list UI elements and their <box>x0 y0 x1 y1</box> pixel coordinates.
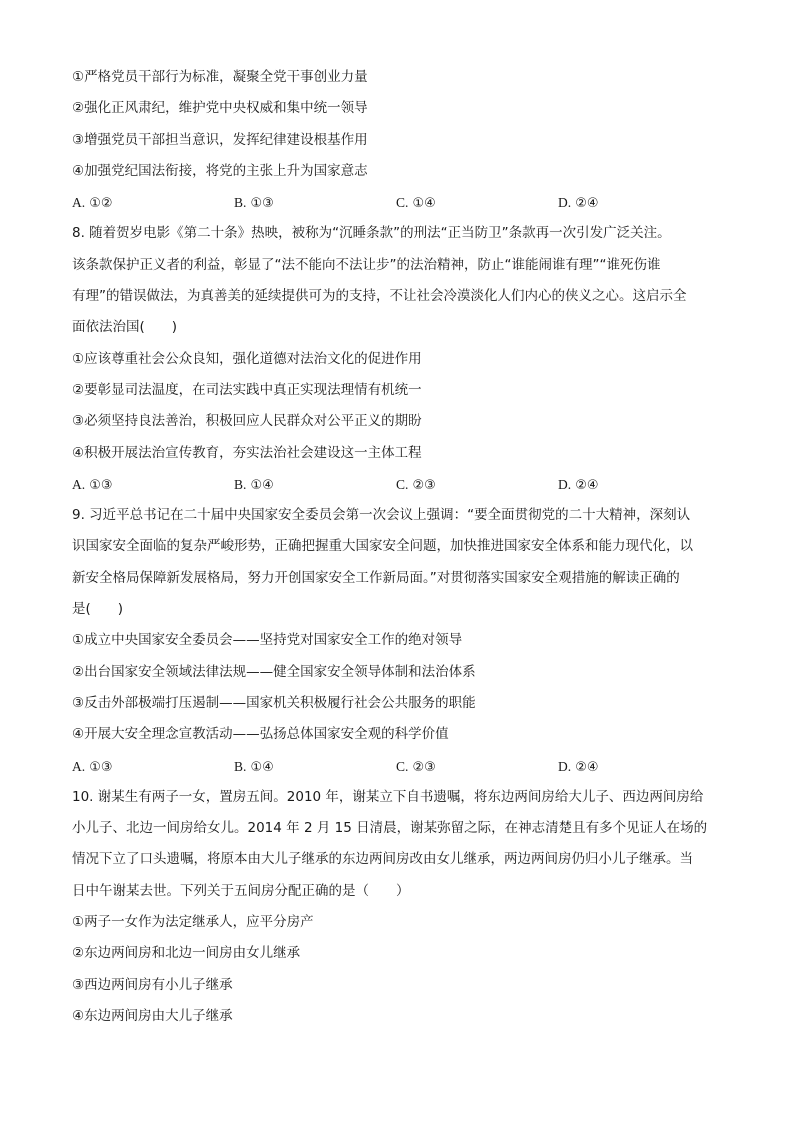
q8-option-1: ①应该尊重社会公众良知，强化道德对法治文化的促进作用 <box>72 350 422 367</box>
q7-option-4: ④加强党纪国法衔接，将党的主张上升为国家意志 <box>72 162 368 179</box>
q7-choices <box>72 187 732 218</box>
q10-stem-line-2: 小儿子、北边一间房给女儿。2014 年 2 月 15 日清晨，谢某弥留之际，在神志清楚且有多个见证人在场的 <box>72 820 708 837</box>
q9-option-1: ①成立中央国家安全委员会——坚持党对国家安全工作的绝对领导 <box>72 632 463 649</box>
q8-choice-b[interactable]: B. ①④ <box>234 476 274 493</box>
q8-choice-d[interactable]: D. ②④ <box>558 476 599 493</box>
q10-option-1: ①两子一女作为法定继承人，应平分房产 <box>72 914 314 931</box>
q9-option-3: ③反击外部极端打压遏制——国家机关积极履行社会公共服务的职能 <box>72 694 476 711</box>
q8-stem-line-1: 8. 随着贺岁电影《第二十条》热映，被称为“沉睡条款”的刑法“正当防卫”条款再一次引发广泛关注。 <box>72 225 671 242</box>
q8-choices <box>72 469 732 500</box>
q9-choice-b[interactable]: B. ①④ <box>234 758 274 775</box>
q8-option-3: ③必须坚持良法善治，积极回应人民群众对公平正义的期盼 <box>72 413 422 430</box>
q9-choice-c[interactable]: C. ②③ <box>396 758 436 775</box>
q9-choice-d[interactable]: D. ②④ <box>558 758 599 775</box>
q8-choice-c[interactable]: C. ②③ <box>396 476 436 493</box>
q7-option-1: ①严格党员干部行为标准，凝聚全党干事创业力量 <box>72 69 368 85</box>
q9-stem-line-1: 9. 习近平总书记在二十届中央国家安全委员会第一次会议上强调：“要全面贯彻党的二十大精神，深刻认 <box>72 507 691 524</box>
q10-stem-line-3: 情况下立了口头遗嘱，将原本由大儿子继承的东边两间房改由女儿继承，两边两间房仍归小儿子继承。当 <box>72 851 693 868</box>
q9-stem-line-2: 识国家安全面临的复杂严峻形势，正确把握重大国家安全问题，加快推进国家安全体系和能力现代化，以 <box>72 538 693 555</box>
q7-option-3: ③增强党员干部担当意识，发挥纪律建设根基作用 <box>72 131 368 148</box>
q10-stem-line-4: 日中午谢某去世。下列关于五间房分配正确的是（ ） <box>72 882 410 899</box>
q10-option-3: ③西边两间房有小儿子继承 <box>72 976 233 993</box>
q9-stem-line-3: 新安全格局保障新发展格局，努力开创国家安全工作新局面。”对贯彻落实国家安全观措施的解读正确的 <box>72 569 680 586</box>
q7-option-2: ②强化正风肃纪，维护党中央权威和集中统一领导 <box>72 100 368 117</box>
q9-choices <box>72 751 732 782</box>
q8-option-4: ④积极开展法治宣传教育，夯实法治社会建设这一主体工程 <box>72 444 422 461</box>
q8-choice-a[interactable]: A. ①③ <box>72 476 113 493</box>
q10-option-2: ②东边两间房和北边一间房由女儿继承 <box>72 945 301 962</box>
q7-choice-d[interactable]: D. ②④ <box>558 195 599 212</box>
q10-stem-line-1: 10. 谢某生有两子一女，置房五间。2010 年，谢某立下自书遗嘱，将东边两间房给大儿子、西边两间房给 <box>72 788 704 805</box>
exam-page <box>72 62 732 1032</box>
q10-option-4: ④东边两间房由大儿子继承 <box>72 1007 233 1024</box>
q9-option-4: ④开展大安全理念宣教活动——弘扬总体国家安全观的科学价值 <box>72 726 449 743</box>
q8-stem-line-2: 该条款保护正义者的利益，彰显了“法不能向不法让步”的法治精神，防止“谁能闹谁有理”“谁死伤谁 <box>72 256 661 273</box>
q8-option-2: ②要彰显司法温度，在司法实践中真正实现法理情有机统一 <box>72 381 422 398</box>
q7-choice-c[interactable]: C. ①④ <box>396 195 436 212</box>
q7-choice-a[interactable]: A. ①② <box>72 195 113 212</box>
q7-choice-b[interactable]: B. ①③ <box>234 195 274 212</box>
q8-stem-line-4: 面依法治国( ) <box>72 319 178 336</box>
q9-choice-a[interactable]: A. ①③ <box>72 758 113 775</box>
q9-option-2: ②出台国家安全领域法律法规——健全国家安全领导体制和法治体系 <box>72 663 476 680</box>
q9-stem-line-4: 是( ) <box>72 601 124 618</box>
q8-stem-line-3: 有理”的错误做法，为真善美的延续提供可为的支持，不让社会冷漠淡化人们内心的侠义之心。这启示全 <box>72 288 687 305</box>
